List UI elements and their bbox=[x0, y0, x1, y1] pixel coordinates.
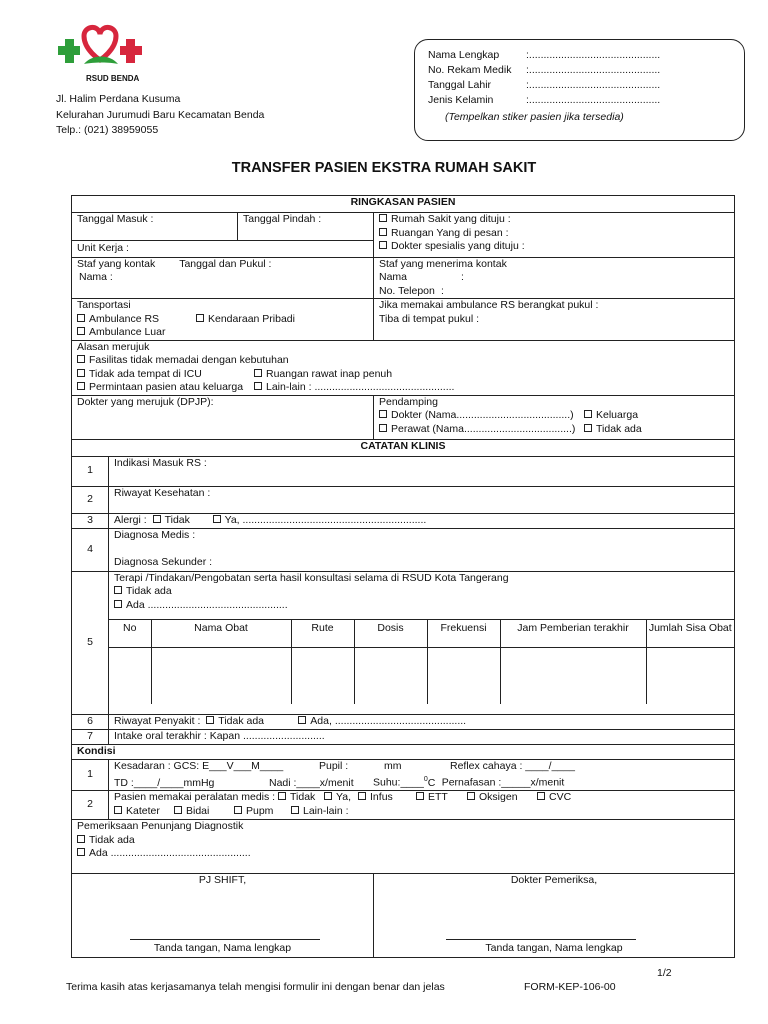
option-label: Tidak bbox=[290, 791, 316, 803]
cvc-option[interactable] bbox=[537, 791, 571, 803]
ruangan-option[interactable] bbox=[379, 227, 729, 241]
row-number: 2 bbox=[72, 791, 109, 820]
address-line: Telp.: (021) 38959055 bbox=[56, 124, 159, 136]
id-label: No. Rekam Medik bbox=[428, 64, 512, 76]
staf-menerima-label: Staf yang menerima kontak bbox=[379, 257, 507, 270]
obat-cell[interactable] bbox=[354, 648, 427, 704]
row-number: 7 bbox=[72, 729, 109, 744]
peralatan-cell bbox=[109, 791, 735, 820]
signature-line bbox=[130, 939, 320, 940]
lain-lain-option[interactable] bbox=[254, 381, 454, 393]
td-field: TD :____/____mmHg bbox=[114, 776, 215, 789]
option-label: CVC bbox=[549, 791, 572, 803]
terapi-ada-option[interactable] bbox=[114, 599, 729, 613]
id-label: Jenis Kelamin bbox=[428, 94, 494, 106]
dates-cell bbox=[72, 213, 374, 258]
option-label: Fasilitas tidak memadai dengan kebutuhan bbox=[89, 354, 289, 366]
checkbox-icon bbox=[77, 835, 85, 843]
diagnosa-cell[interactable] bbox=[109, 528, 735, 571]
ambulance-luar-option[interactable] bbox=[77, 326, 368, 340]
penyakit-tidak-option[interactable] bbox=[206, 715, 298, 729]
option-label: Ruangan rawat inap penuh bbox=[266, 367, 393, 380]
option-label: Tidak bbox=[164, 513, 190, 526]
option-label: Kendaraan Pribadi bbox=[208, 312, 295, 325]
checkbox-icon bbox=[379, 214, 387, 222]
riwayat-penyakit-label: Riwayat Penyakit : bbox=[114, 714, 201, 727]
destination-cell bbox=[374, 213, 735, 258]
checkbox-icon bbox=[254, 382, 262, 390]
reflex-field: Reflex cahaya : ____/____ bbox=[450, 759, 575, 772]
section-heading: RINGKASAN PASIEN bbox=[72, 196, 735, 213]
pendamping-cell bbox=[374, 395, 735, 439]
transportasi-label: Tansportasi bbox=[77, 299, 131, 311]
option-label: Tidak ada bbox=[596, 422, 642, 435]
checkbox-icon bbox=[416, 792, 424, 800]
option-label: Dokter (Nama.......................................) bbox=[391, 409, 574, 421]
id-value[interactable]: :............................................. bbox=[526, 94, 661, 106]
checkbox-icon bbox=[298, 716, 306, 724]
transfer-form-table bbox=[71, 195, 735, 958]
row-number: 5 bbox=[72, 571, 109, 714]
icu-option[interactable] bbox=[77, 368, 254, 382]
tidak-ada-option[interactable] bbox=[584, 423, 642, 435]
id-row-name bbox=[428, 49, 661, 61]
checkbox-icon bbox=[358, 792, 366, 800]
alat-ya-option[interactable] bbox=[324, 791, 358, 805]
dokter-spesialis-option[interactable] bbox=[379, 240, 729, 254]
tanggal-pindah-field[interactable]: Tanggal Pindah : bbox=[243, 213, 322, 225]
option-label: Ruangan Yang di pesan : bbox=[391, 226, 509, 239]
colon: : bbox=[461, 271, 464, 283]
alat-lain-option[interactable] bbox=[291, 805, 349, 817]
kondisi-heading: Kondisi bbox=[72, 744, 735, 759]
checkbox-icon bbox=[379, 241, 387, 249]
obat-header: Frekuensi bbox=[427, 620, 500, 648]
terapi-cell bbox=[109, 571, 735, 714]
vital-signs-cell[interactable] bbox=[109, 759, 735, 791]
pupil-field: Pupil : bbox=[319, 759, 349, 772]
address-line: Jl. Halim Perdana Kusuma bbox=[56, 93, 181, 105]
thanks-note: Terima kasih atas kerjasamanya telah mengisi formulir ini dengan benar dan jelas bbox=[66, 981, 445, 993]
penunjang-cell bbox=[72, 820, 735, 874]
signature-caption: Tanda tangan, Nama lengkap bbox=[485, 942, 623, 954]
alergi-cell bbox=[109, 513, 735, 528]
checkbox-icon bbox=[77, 327, 85, 335]
option-label: Dokter spesialis yang dituju : bbox=[391, 240, 525, 252]
penunjang-label: Pemeriksaan Penunjang Diagnostik bbox=[77, 820, 244, 832]
checkbox-icon bbox=[234, 806, 242, 814]
tanggal-pukul-label: Tanggal dan Pukul : bbox=[179, 257, 272, 270]
ambulance-time-cell[interactable] bbox=[374, 299, 735, 341]
nadi-field: Nadi :____x/menit bbox=[269, 776, 354, 789]
checkbox-icon bbox=[379, 410, 387, 418]
rs-tujuan-option[interactable] bbox=[379, 213, 729, 227]
berangkat-label: Jika memakai ambulance RS berangkat pukul : bbox=[379, 299, 599, 311]
pupm-option[interactable] bbox=[234, 805, 291, 819]
row-number: 2 bbox=[72, 486, 109, 513]
hospital-address bbox=[56, 92, 264, 139]
patient-id-box bbox=[414, 39, 745, 141]
option-label: Ada ................................................ bbox=[126, 598, 288, 611]
row-number: 4 bbox=[72, 528, 109, 571]
alergi-tidak-option[interactable] bbox=[153, 514, 213, 528]
option-label: Bidai bbox=[186, 804, 210, 817]
diagnosa-medis-label: Diagnosa Medis : bbox=[114, 528, 196, 541]
colon: : bbox=[441, 284, 444, 297]
page-number: 1/2 bbox=[657, 967, 672, 979]
nama-label: Nama bbox=[379, 271, 408, 283]
obat-cell[interactable] bbox=[291, 648, 354, 704]
checkbox-icon bbox=[174, 806, 182, 814]
checkbox-icon bbox=[291, 806, 299, 814]
id-value[interactable]: :............................................. bbox=[526, 79, 661, 91]
obat-cell[interactable] bbox=[646, 648, 734, 704]
checkbox-icon bbox=[77, 848, 85, 856]
penunjang-tidak-option[interactable] bbox=[77, 834, 729, 848]
checkbox-icon bbox=[206, 716, 214, 724]
penyakit-ada-option[interactable] bbox=[298, 715, 466, 727]
degree-sup: 0 bbox=[423, 776, 428, 783]
obat-header: Dosis bbox=[354, 620, 427, 648]
checkbox-icon bbox=[77, 382, 85, 390]
id-row-dob bbox=[428, 79, 661, 91]
dokter-signature[interactable] bbox=[374, 874, 735, 958]
suhu-field: Suhu:____ bbox=[373, 776, 424, 789]
option-label: Ambulance RS bbox=[89, 312, 160, 325]
option-label: Tidak ada bbox=[126, 585, 172, 597]
ambulance-rs-option[interactable] bbox=[77, 313, 196, 327]
obat-table bbox=[109, 619, 734, 704]
form-code: FORM-KEP-106-00 bbox=[524, 981, 616, 993]
alasan-cell bbox=[72, 340, 735, 395]
telepon-label: No. Telepon bbox=[379, 284, 435, 297]
checkbox-icon bbox=[114, 586, 122, 594]
tiba-label: Tiba di tempat pukul : bbox=[379, 312, 479, 325]
checkbox-icon bbox=[379, 228, 387, 236]
alat-tidak-option[interactable] bbox=[278, 791, 324, 805]
obat-cell[interactable] bbox=[151, 648, 291, 704]
dokter-pendamping-option[interactable] bbox=[379, 409, 584, 423]
staf-kontak-label: Staf yang kontak bbox=[77, 257, 156, 270]
obat-header: Jumlah Sisa Obat bbox=[646, 620, 734, 648]
option-label: Ada, ............................................. bbox=[310, 714, 467, 727]
id-value[interactable]: :............................................. bbox=[526, 49, 661, 61]
nama-label: Nama : bbox=[79, 271, 113, 283]
option-label: Lain-lain : bbox=[303, 804, 349, 817]
checkbox-icon bbox=[114, 806, 122, 814]
option-label: Ambulance Luar bbox=[89, 326, 166, 338]
sticker-note: (Tempelkan stiker pasien jika tersedia) bbox=[445, 111, 624, 123]
infus-option[interactable] bbox=[358, 791, 416, 805]
option-label: Kateter bbox=[126, 804, 160, 817]
celsius-unit: C bbox=[427, 776, 436, 789]
option-label: Rumah Sakit yang dituju : bbox=[391, 213, 511, 225]
obat-header: Nama Obat bbox=[151, 620, 291, 648]
checkbox-icon bbox=[196, 314, 204, 322]
checkbox-icon bbox=[213, 515, 221, 523]
obat-header: No bbox=[109, 620, 151, 648]
bidai-option[interactable] bbox=[174, 805, 234, 819]
dokter-merujuk-cell[interactable] bbox=[72, 395, 374, 439]
row-number: 6 bbox=[72, 714, 109, 729]
checkbox-icon bbox=[537, 792, 545, 800]
checkbox-icon bbox=[278, 792, 286, 800]
keluarga-option[interactable] bbox=[584, 409, 638, 421]
option-label: Perawat (Nama.....................................) bbox=[391, 422, 576, 435]
transportasi-cell bbox=[72, 299, 374, 341]
obat-header: Jam Pemberian terakhir bbox=[500, 620, 646, 648]
kateter-option[interactable] bbox=[114, 805, 174, 819]
checkbox-icon bbox=[77, 355, 85, 363]
penunjang-ada-option[interactable] bbox=[77, 847, 729, 861]
checkbox-icon bbox=[467, 792, 475, 800]
staf-kontak-cell[interactable] bbox=[72, 257, 374, 299]
option-label: Lain-lain : ................................................ bbox=[266, 381, 455, 393]
option-label: Oksigen bbox=[479, 791, 518, 803]
checkbox-icon bbox=[77, 369, 85, 377]
obat-cell[interactable] bbox=[500, 648, 646, 704]
row-number: 1 bbox=[72, 456, 109, 486]
option-label: ETT bbox=[428, 791, 448, 803]
option-label: Tidak ada tempat di ICU bbox=[89, 367, 202, 380]
checkbox-icon bbox=[584, 410, 592, 418]
alergi-ya-option[interactable] bbox=[213, 514, 427, 526]
alergi-label: Alergi : bbox=[114, 513, 147, 526]
option-label: Permintaan pasien atau keluarga bbox=[89, 381, 244, 393]
option-label: Ada ................................................ bbox=[89, 847, 251, 859]
signature-caption: Tanda tangan, Nama lengkap bbox=[153, 942, 292, 954]
id-value[interactable]: :............................................. bbox=[526, 64, 661, 76]
signature-title: PJ SHIFT, bbox=[198, 874, 247, 886]
id-row-gender bbox=[428, 94, 661, 106]
option-label: Ya, bbox=[336, 791, 351, 803]
pendamping-label: Pendamping bbox=[379, 395, 438, 408]
id-label: Nama Lengkap bbox=[428, 49, 500, 61]
section-heading: CATATAN KLINIS bbox=[72, 439, 735, 456]
checkbox-icon bbox=[77, 314, 85, 322]
checkbox-icon bbox=[153, 515, 161, 523]
row-number: 3 bbox=[72, 513, 109, 528]
checkbox-icon bbox=[114, 600, 122, 608]
checkbox-icon bbox=[379, 424, 387, 432]
alasan-label: Alasan merujuk bbox=[77, 340, 150, 353]
obat-cell[interactable] bbox=[427, 648, 500, 704]
rawat-inap-option[interactable] bbox=[254, 368, 392, 380]
fasilitas-option[interactable] bbox=[77, 354, 729, 368]
unit-kerja-field[interactable]: Unit Kerja : bbox=[77, 242, 129, 254]
peralatan-label: Pasien memakai peralatan medis : bbox=[114, 791, 276, 803]
hospital-logo bbox=[54, 24, 154, 90]
terapi-tidak-option[interactable] bbox=[114, 585, 729, 599]
signature-title: Dokter Pemeriksa, bbox=[510, 874, 598, 886]
perawat-option[interactable] bbox=[379, 423, 584, 437]
option-label: Keluarga bbox=[596, 409, 639, 421]
terapi-label: Terapi /Tindakan/Pengobatan serta hasil konsultasi selama di RSUD Kota Tangerang bbox=[114, 571, 509, 584]
permintaan-option[interactable] bbox=[77, 381, 254, 395]
id-label: Tanggal Lahir bbox=[428, 79, 492, 91]
riwayat-kesehatan-field[interactable]: Riwayat Kesehatan : bbox=[109, 486, 735, 513]
oksigen-option[interactable] bbox=[467, 791, 537, 805]
pupil-unit: mm bbox=[384, 759, 402, 772]
ett-option[interactable] bbox=[416, 791, 467, 805]
option-label: Infus bbox=[370, 791, 393, 803]
signature-line bbox=[446, 939, 636, 940]
pernafasan-field: Pernafasan :_____x/menit bbox=[441, 776, 565, 789]
option-label: Tidak ada bbox=[89, 833, 135, 846]
riwayat-penyakit-cell bbox=[109, 714, 735, 729]
diagnosa-sekunder-label: Diagnosa Sekunder : bbox=[114, 556, 213, 568]
option-label: Pupm bbox=[246, 804, 274, 817]
row-number: 1 bbox=[72, 759, 109, 791]
checkbox-icon bbox=[324, 792, 332, 800]
id-row-mrn bbox=[428, 64, 661, 76]
obat-header: Rute bbox=[291, 620, 354, 648]
obat-cell[interactable] bbox=[109, 648, 151, 704]
tanggal-masuk-field[interactable]: Tanggal Masuk : bbox=[72, 213, 238, 240]
indikasi-field[interactable]: Indikasi Masuk RS : bbox=[109, 456, 735, 486]
checkbox-icon bbox=[584, 424, 592, 432]
staf-menerima-cell[interactable] bbox=[374, 257, 735, 299]
address-line: Kelurahan Jurumudi Baru Kecamatan Benda bbox=[56, 108, 265, 121]
kendaraan-option[interactable] bbox=[196, 313, 295, 325]
option-label: Tidak ada bbox=[218, 714, 265, 727]
dokter-merujuk-label: Dokter yang merujuk (DPJP): bbox=[77, 395, 214, 408]
page-title: TRANSFER PASIEN EKSTRA RUMAH SAKIT bbox=[231, 160, 537, 176]
logo-text: RSUD BENDA bbox=[86, 74, 140, 83]
intake-oral-field[interactable]: Intake oral terakhir : Kapan ............................ bbox=[109, 729, 735, 744]
checkbox-icon bbox=[254, 369, 262, 377]
gcs-field: Kesadaran : GCS: E___V___M____ bbox=[114, 759, 284, 772]
pj-shift-signature[interactable] bbox=[72, 874, 374, 958]
option-label: Ya, ............................................................... bbox=[224, 513, 427, 526]
